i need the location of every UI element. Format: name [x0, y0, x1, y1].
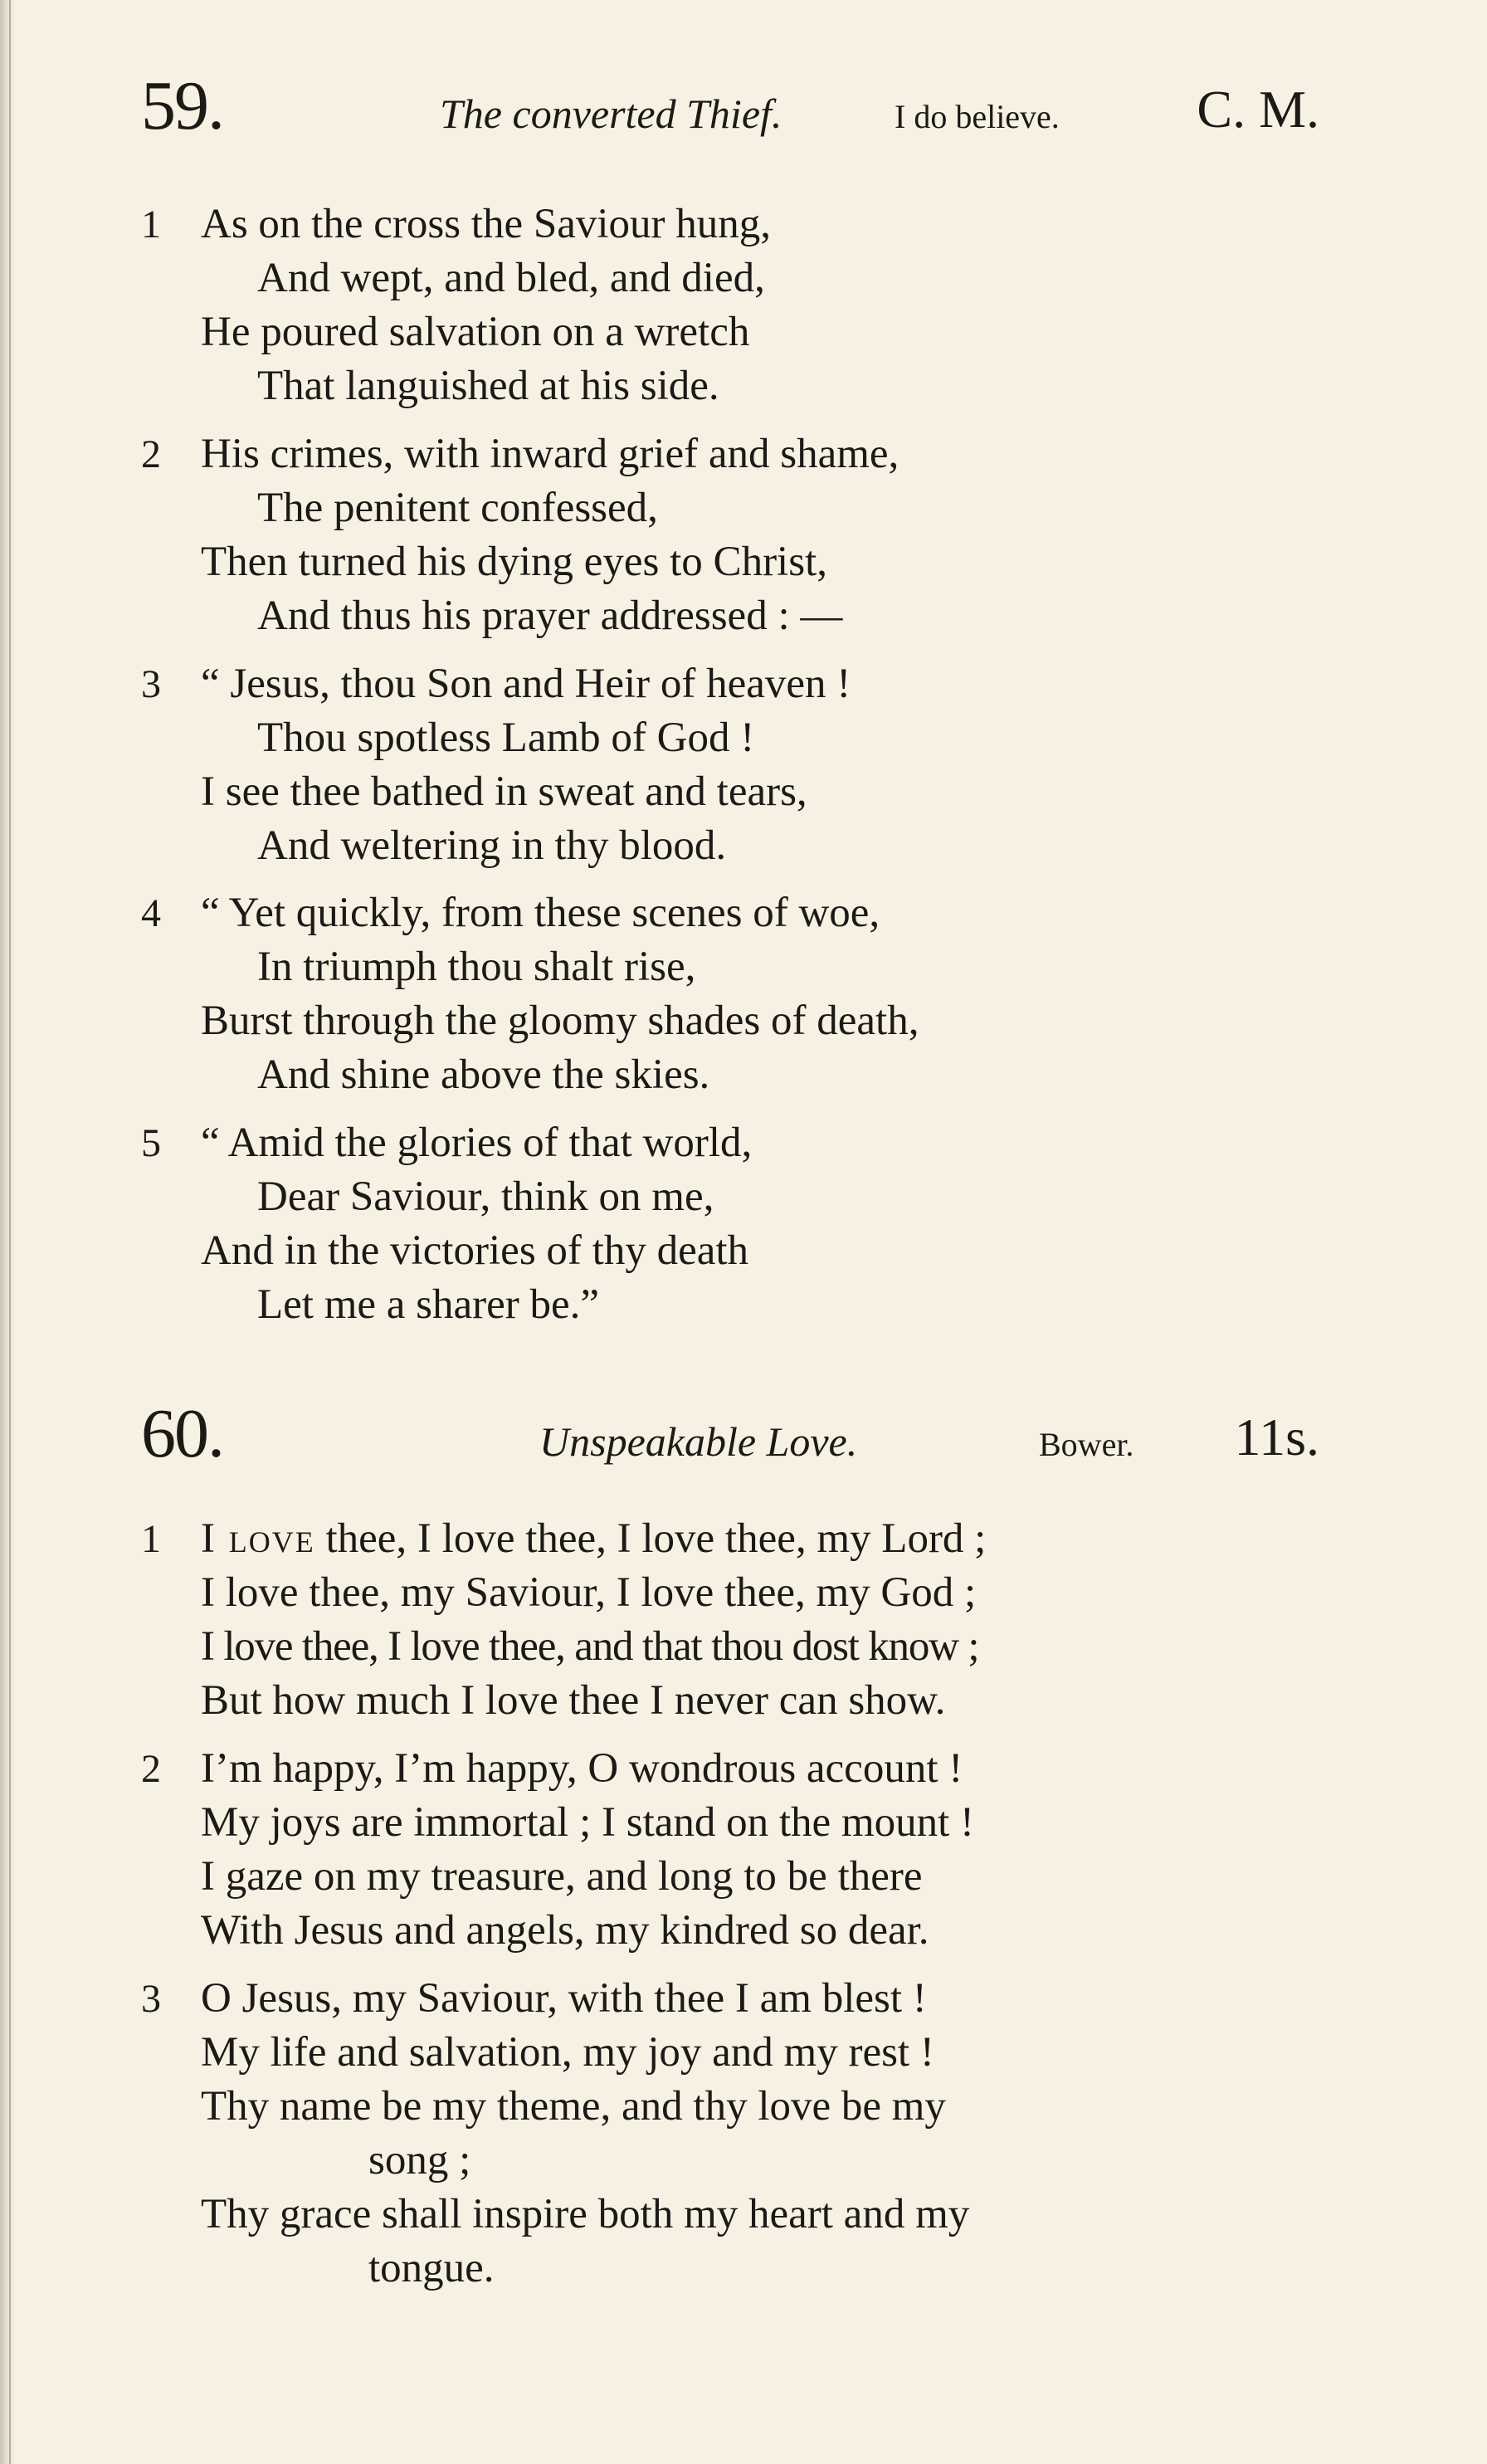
hymn-60-title: Unspeakable Love. [539, 1418, 858, 1465]
verse-text: I’m happy, I’m happy, O wondrous account ! [201, 1745, 963, 1792]
verse-number: 4 [141, 891, 161, 935]
hymn-60-tune: Bower. [1039, 1426, 1134, 1463]
hymn-59-verse-2 [141, 427, 1336, 643]
verse-line: Thy name be my theme, and thy love be my [201, 2083, 946, 2130]
hymn-60-header [141, 1378, 1319, 1472]
verse-line: My joys are immortal ; I stand on the mount ! [201, 1799, 975, 1846]
verse-line: With Jesus and angels, my kindred so dear. [201, 1907, 929, 1954]
verse-line: Then turned his dying eyes to Christ, [201, 539, 827, 585]
verse-number: 1 [141, 1517, 161, 1561]
verse-line: Thy grace shall inspire both my heart and my [201, 2191, 970, 2237]
verse-text: O Jesus, my Saviour, with thee I am blest ! [201, 1975, 927, 2022]
verse-line: In triumph thou shalt rise, [257, 944, 696, 990]
verse-line: And weltering in thy blood. [257, 822, 727, 869]
verse-line: The penitent confessed, [257, 485, 658, 531]
hymn-60-verse-2 [141, 1742, 1336, 1958]
hymn-59-number: 59. [141, 67, 223, 144]
verse-line: And in the victories of thy death [201, 1227, 749, 1274]
hymn-60-number: 60. [141, 1395, 223, 1472]
verse-line: I love thee, my Saviour, I love thee, my God ; [201, 1569, 977, 1616]
verse-line [141, 657, 1336, 711]
verse-text: As on the cross the Saviour hung, [201, 201, 772, 247]
hymn-60-verse-3 [141, 1972, 1336, 2296]
verse-line: Thou spotless Lamb of God ! [257, 715, 755, 761]
verse-line: And thus his prayer addressed : — [257, 593, 843, 639]
hymn-59-verse-5 [141, 1116, 1336, 1332]
verse-text: His crimes, with inward grief and shame, [201, 431, 900, 477]
verse-number: 2 [141, 1747, 161, 1791]
hymn-59-verse-4 [141, 886, 1336, 1102]
verse-line [141, 886, 1336, 940]
verse-line: song ; [368, 2137, 471, 2183]
verse-line: Dear Saviour, think on me, [257, 1173, 714, 1220]
hymn-60-verse-1 [141, 1512, 1336, 1728]
verse-line: I gaze on my treasure, and long to be there [201, 1853, 923, 1900]
verse-line [141, 198, 1336, 251]
verse-number: 3 [141, 662, 161, 706]
verse-line: Let me a sharer be.” [257, 1281, 600, 1328]
verse-line: I love thee, I love thee, and that thou dost know ; [201, 1623, 979, 1670]
verse-text: “ Amid the glories of that world, [201, 1120, 753, 1166]
verse-line: And wept, and bled, and died, [257, 255, 765, 301]
verse-line: He poured salvation on a wretch [201, 309, 750, 355]
hymn-59-verse-1 [141, 198, 1336, 413]
verse-text: thee, I love thee, I love thee, my Lord ; [314, 1515, 987, 1562]
verse-number: 2 [141, 432, 161, 476]
verse-text: “ Yet quickly, from these scenes of woe, [201, 890, 880, 936]
verse-line [141, 1116, 1336, 1170]
hymn-59-tune: I do believe. [895, 98, 1060, 135]
verse-line [141, 1742, 1336, 1796]
verse-number: 1 [141, 202, 161, 246]
verse-line: My life and salvation, my joy and my rest ! [201, 2029, 934, 2076]
verse-line: tongue. [368, 2245, 495, 2291]
verse-line: Burst through the gloomy shades of death, [201, 998, 919, 1044]
hymn-59-header [141, 50, 1319, 144]
verse-number: 5 [141, 1121, 161, 1165]
hymn-59-meter: C. M. [1197, 80, 1319, 139]
hymn-60-meter: 11s. [1234, 1408, 1319, 1466]
verse-line: And shine above the skies. [257, 1051, 710, 1098]
verse-line [141, 427, 1336, 481]
binding-edge [0, 0, 15, 2464]
verse-line [141, 1512, 1336, 1566]
verse-line: That languished at his side. [257, 363, 719, 409]
verse-number: 3 [141, 1977, 161, 2021]
hymn-59-verse-3 [141, 657, 1336, 873]
verse-text: “ Jesus, thou Son and Heir of heaven ! [201, 661, 851, 707]
verse-first-word: I love [201, 1515, 315, 1562]
hymn-59-title: The converted Thief. [440, 90, 783, 137]
verse-line [141, 1972, 1336, 2026]
binding-shadow-line [9, 0, 11, 2464]
verse-line: I see thee bathed in sweat and tears, [201, 768, 807, 815]
verse-line: But how much I love thee I never can show. [201, 1677, 946, 1724]
